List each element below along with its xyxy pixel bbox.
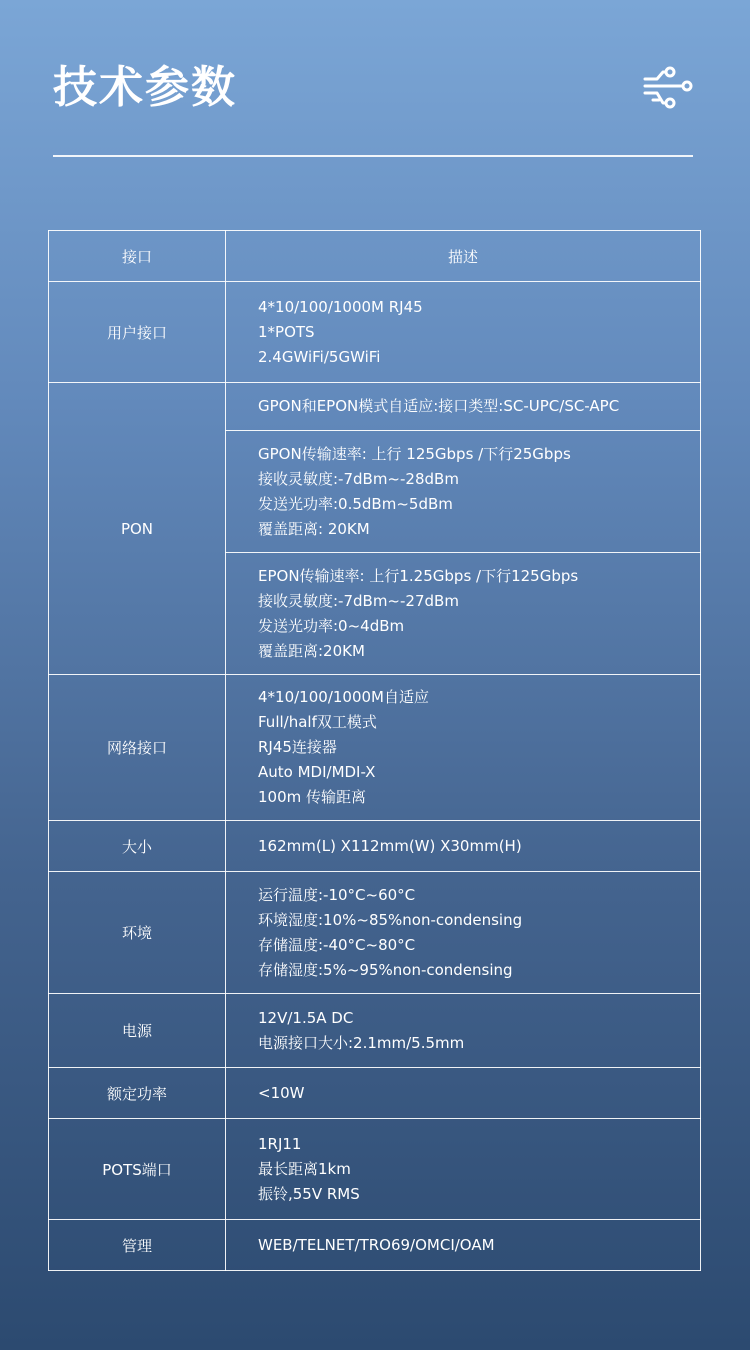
row-label: 电源 (49, 994, 226, 1068)
row-desc (226, 383, 701, 431)
row-desc (226, 282, 701, 383)
row-desc (226, 1119, 701, 1220)
table-row (49, 282, 701, 383)
spec-table (48, 230, 701, 1271)
row-label: 额定功率 (49, 1068, 226, 1119)
table-row (49, 1119, 701, 1220)
desc-line: 最长距离1km (258, 1159, 351, 1178)
row-label: 用户接口 (49, 282, 226, 383)
desc-line: 1*POTS (258, 322, 315, 341)
row-label: 环境 (49, 872, 226, 994)
row-desc (226, 553, 701, 675)
desc-line: 环境湿度:10%~85%non-condensing (258, 910, 523, 929)
header-description: 描述 (226, 231, 701, 282)
network-circuit-icon (643, 66, 693, 110)
table-row (49, 383, 701, 431)
row-label: 大小 (49, 821, 226, 872)
desc-line: WEB/TELNET/TRO69/OMCI/OAM (258, 1235, 495, 1254)
desc-line: 运行温度:-10°C~60°C (258, 885, 416, 904)
desc-line: Auto MDI/MDI-X (258, 763, 376, 781)
row-desc (226, 1220, 701, 1271)
desc-line: 发送光功率:0.5dBm~5dBm (258, 494, 453, 513)
row-desc (226, 1068, 701, 1119)
table-row (49, 872, 701, 994)
desc-line: 接收灵敏度:-7dBm~-27dBm (258, 591, 459, 610)
table-header-row (49, 231, 701, 282)
desc-line: 4*10/100/1000M RJ45 (258, 297, 423, 316)
desc-line: 覆盖距离:20KM (258, 641, 365, 660)
desc-line: 4*10/100/1000M自适应 (258, 688, 429, 706)
desc-line: 162mm(L) X112mm(W) X30mm(H) (258, 836, 522, 855)
desc-line: GPON传输速率: 上行 125Gbps /下行25Gbps (258, 444, 571, 463)
desc-line: 电源接口大小:2.1mm/5.5mm (258, 1033, 465, 1052)
desc-line: 1RJ11 (258, 1134, 302, 1153)
row-desc (226, 675, 701, 821)
page-title: 技术参数 (53, 62, 237, 113)
desc-line: <10W (258, 1083, 305, 1102)
desc-line: 存储温度:-40°C~80°C (258, 935, 416, 954)
row-desc (226, 872, 701, 994)
desc-line: 存储湿度:5%~95%non-condensing (258, 960, 513, 979)
table-row (49, 675, 701, 821)
row-label: PON (49, 383, 226, 675)
row-desc (226, 821, 701, 872)
row-label: 网络接口 (49, 675, 226, 821)
row-desc (226, 431, 701, 553)
desc-line: 接收灵敏度:-7dBm~-28dBm (258, 469, 459, 488)
desc-line: 12V/1.5A DC (258, 1008, 354, 1027)
row-label: POTS端口 (49, 1119, 226, 1220)
table-row (49, 1220, 701, 1271)
desc-line: GPON和EPON模式自适应:接口类型:SC-UPC/SC-APC (258, 397, 620, 415)
desc-line: Full/half双工模式 (258, 713, 377, 731)
desc-line: RJ45连接器 (258, 738, 337, 756)
table-row (49, 994, 701, 1068)
title-divider (53, 155, 693, 157)
row-desc (226, 994, 701, 1068)
desc-line: 振铃,55V RMS (258, 1184, 360, 1203)
header-interface: 接口 (49, 231, 226, 282)
desc-line: 发送光功率:0~4dBm (258, 616, 405, 635)
desc-line: EPON传输速率: 上行1.25Gbps /下行125Gbps (258, 566, 579, 585)
desc-line: 覆盖距离: 20KM (258, 519, 370, 538)
table-row (49, 1068, 701, 1119)
desc-line: 2.4GWiFi/5GWiFi (258, 347, 381, 366)
row-label: 管理 (49, 1220, 226, 1271)
desc-line: 100m 传输距离 (258, 788, 367, 806)
table-row (49, 821, 701, 872)
